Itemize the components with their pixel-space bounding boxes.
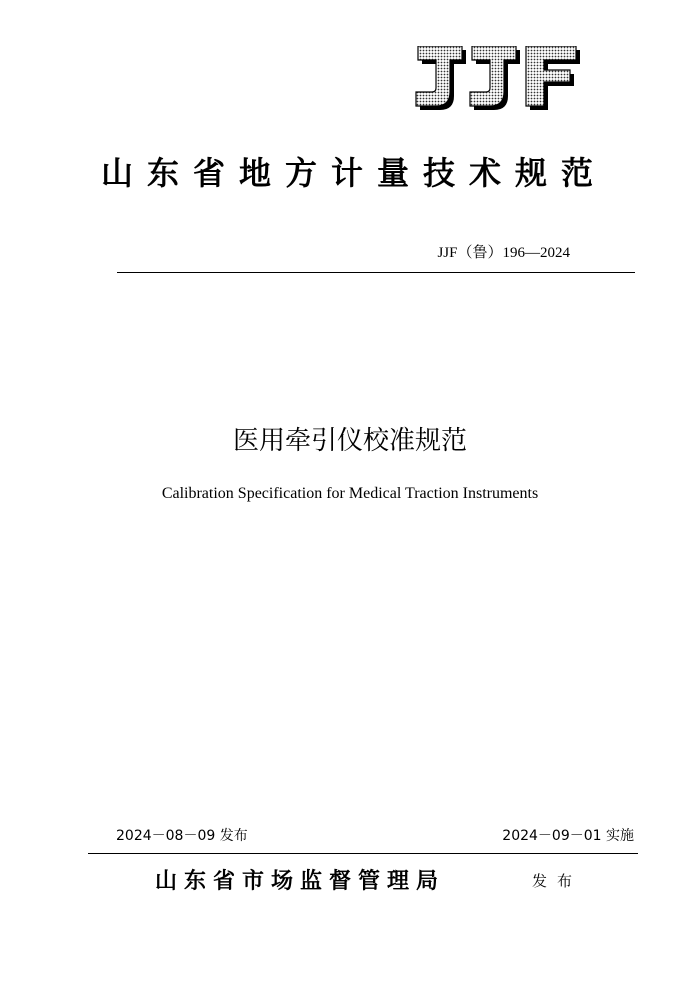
issue-label: 发布 (532, 872, 583, 890)
standard-code: JJF（鲁）196—2024 (437, 245, 570, 261)
document-title-cn: 医用牵引仪校准规范 (232, 426, 467, 456)
document-title-en: Calibration Specification for Medical Traction Instruments (161, 485, 539, 502)
issuing-authority: 山东省市场监督管理局 (155, 868, 446, 894)
publish-date: 2024－08－09 发布 (116, 828, 248, 844)
implement-date: 2024－09－01 实施 (502, 828, 634, 844)
jjf-logo (410, 46, 582, 112)
top-divider (117, 272, 635, 273)
standard-series-title: 山东省地方计量技术规范 (100, 154, 607, 192)
bottom-divider (88, 853, 638, 854)
